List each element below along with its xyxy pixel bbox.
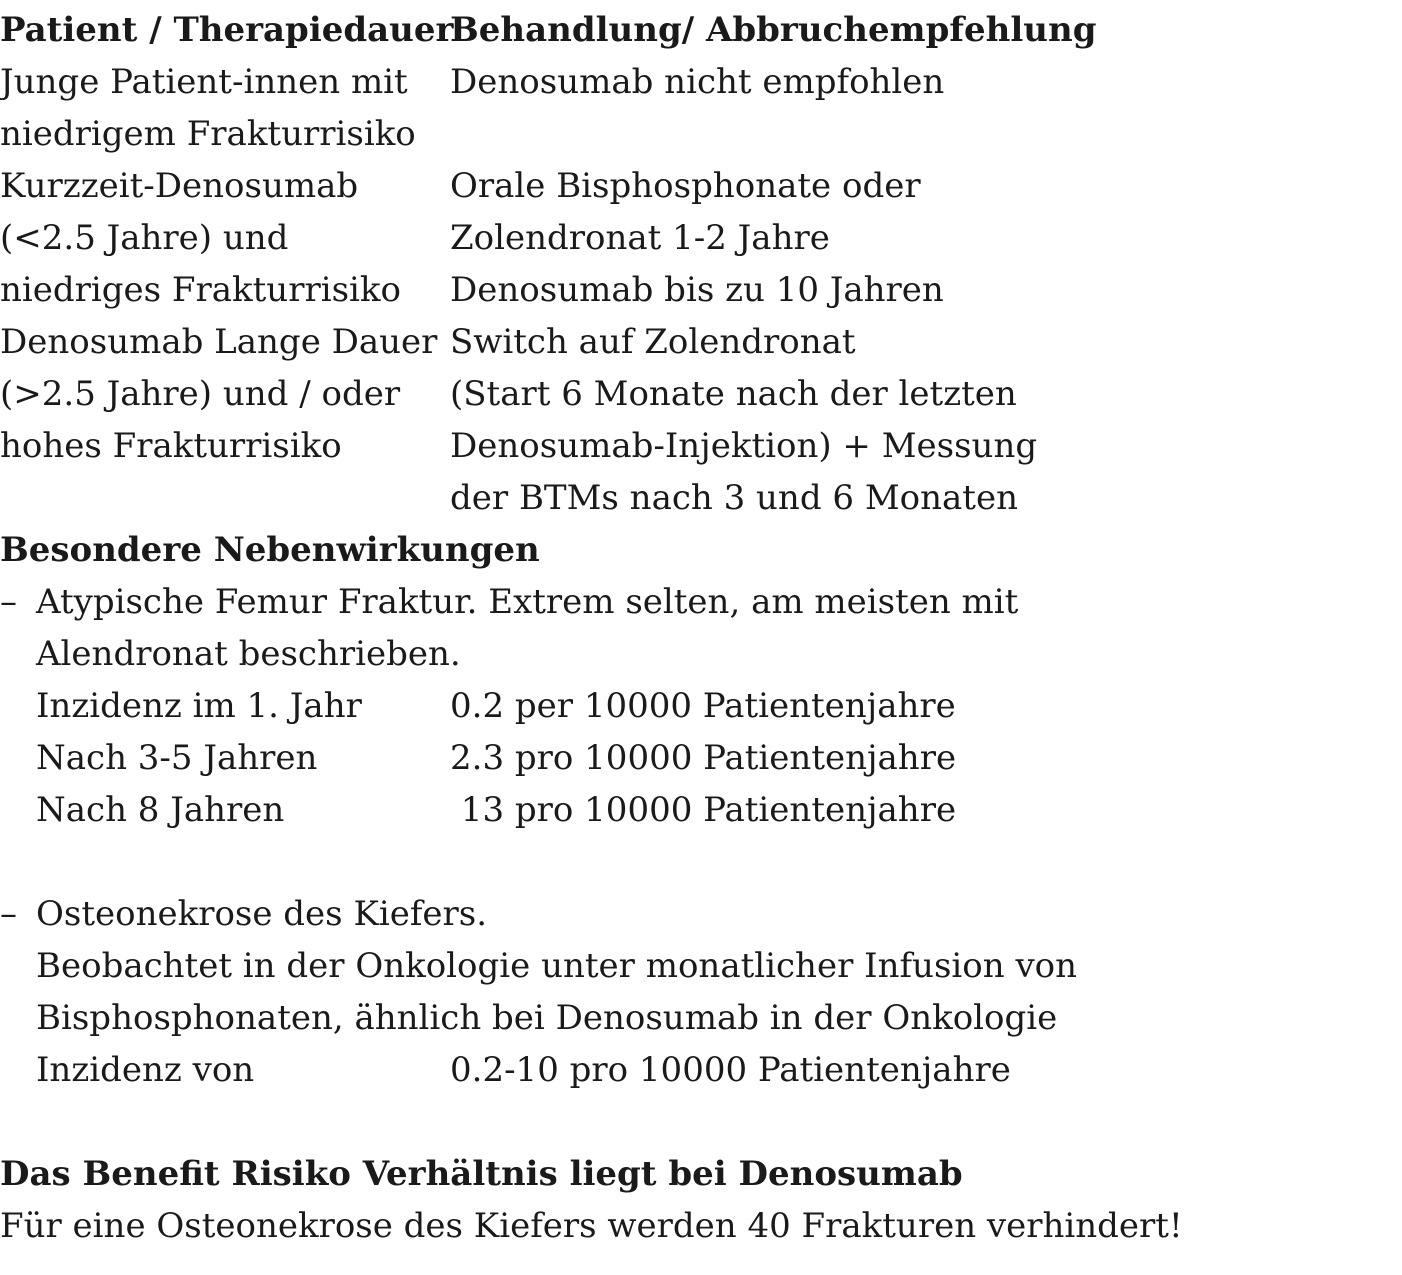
row3-patient-line3: hohes Frakturrisiko xyxy=(0,426,342,466)
table-row xyxy=(0,316,1402,368)
row2-treatment-line2: Zolendronat 1-2 Jahre xyxy=(450,218,830,258)
onj-line2: Beobachtet in der Onkologie unter monatlicher Infusion von xyxy=(36,946,1078,986)
header-patient-duration: Patient / Therapiedauer xyxy=(0,10,454,50)
table-row xyxy=(0,368,1402,420)
afr-incidence-label-3: Nach 8 Jahren xyxy=(36,790,285,830)
row2-treatment-line3: Denosumab bis zu 10 Jahren xyxy=(450,270,944,310)
row2-patient-line1: Kurzzeit-Denosumab xyxy=(0,166,359,206)
table-row xyxy=(0,56,1402,108)
afr-incidence-label-1: Inzidenz im 1. Jahr xyxy=(36,686,362,726)
list-item-continued xyxy=(0,992,1402,1044)
benefit-heading xyxy=(0,1148,1402,1200)
bullet-dash: – xyxy=(0,894,17,934)
onj-line3: Bisphosphonaten, ähnlich bei Denosumab in der Onkologie xyxy=(36,998,1058,1038)
benefit-text xyxy=(0,1200,1402,1252)
header-treatment: Behandlung/ Abbruchempfehlung xyxy=(450,10,1097,50)
onj-incidence-label: Inzidenz von xyxy=(36,1050,255,1090)
row3-patient-line1: Denosumab Lange Dauer xyxy=(0,322,438,362)
document-page xyxy=(0,4,1402,1252)
bullet-dash: – xyxy=(0,582,17,622)
afr-incidence-value-1: 0.2 per 10000 Patientenjahre xyxy=(450,686,956,726)
table-header xyxy=(0,4,1402,56)
table-row xyxy=(0,264,1402,316)
benefit-text-line: Für eine Osteonekrose des Kiefers werden 40 Frakturen verhindert! xyxy=(0,1206,1183,1246)
row3-patient-line2: (>2.5 Jahre) und / oder xyxy=(0,374,401,414)
table-row xyxy=(0,212,1402,264)
afr-incidence-value-2: 2.3 pro 10000 Patientenjahre xyxy=(450,738,957,778)
row1-treatment-line1: Denosumab nicht empfohlen xyxy=(450,62,945,102)
row2-treatment-line1: Orale Bisphosphonate oder xyxy=(450,166,921,206)
row3-treatment-line4: der BTMs nach 3 und 6 Monaten xyxy=(450,478,1018,518)
row2-patient-line3: niedriges Frakturrisiko xyxy=(0,270,401,310)
afr-line2: Alendronat beschrieben. xyxy=(36,634,461,674)
side-effects-heading-text: Besondere Nebenwirkungen xyxy=(0,530,540,570)
incidence-row xyxy=(0,732,1402,784)
table-row xyxy=(0,108,1402,160)
row3-treatment-line1: Switch auf Zolendronat xyxy=(450,322,856,362)
row3-treatment-line3: Denosumab-Injektion) + Messung xyxy=(450,426,1038,466)
list-item-continued xyxy=(0,940,1402,992)
list-item xyxy=(0,888,1402,940)
table-row xyxy=(0,472,1402,524)
benefit-heading-text: Das Benefit Risiko Verhältnis liegt bei Denosumab xyxy=(0,1154,963,1194)
table-row xyxy=(0,420,1402,472)
spacer xyxy=(0,836,1402,888)
afr-line1: Atypische Femur Fraktur. Extrem selten, am meisten mit xyxy=(36,582,1019,622)
row1-patient-line1: Junge Patient-innen mit xyxy=(0,62,408,102)
incidence-row xyxy=(0,680,1402,732)
onj-line1: Osteonekrose des Kiefers. xyxy=(36,894,488,934)
afr-incidence-label-2: Nach 3-5 Jahren xyxy=(36,738,318,778)
afr-incidence-value-3: 13 pro 10000 Patientenjahre xyxy=(450,790,957,830)
row3-treatment-line2: (Start 6 Monate nach der letzten xyxy=(450,374,1017,414)
incidence-row xyxy=(0,784,1402,836)
list-item-continued xyxy=(0,628,1402,680)
list-item xyxy=(0,576,1402,628)
row2-patient-line2: (<2.5 Jahre) und xyxy=(0,218,289,258)
table-row xyxy=(0,160,1402,212)
incidence-row xyxy=(0,1044,1402,1096)
row1-patient-line2: niedrigem Frakturrisiko xyxy=(0,114,416,154)
side-effects-heading xyxy=(0,524,1402,576)
onj-incidence-value: 0.2-10 pro 10000 Patientenjahre xyxy=(450,1050,1011,1090)
spacer xyxy=(0,1096,1402,1148)
